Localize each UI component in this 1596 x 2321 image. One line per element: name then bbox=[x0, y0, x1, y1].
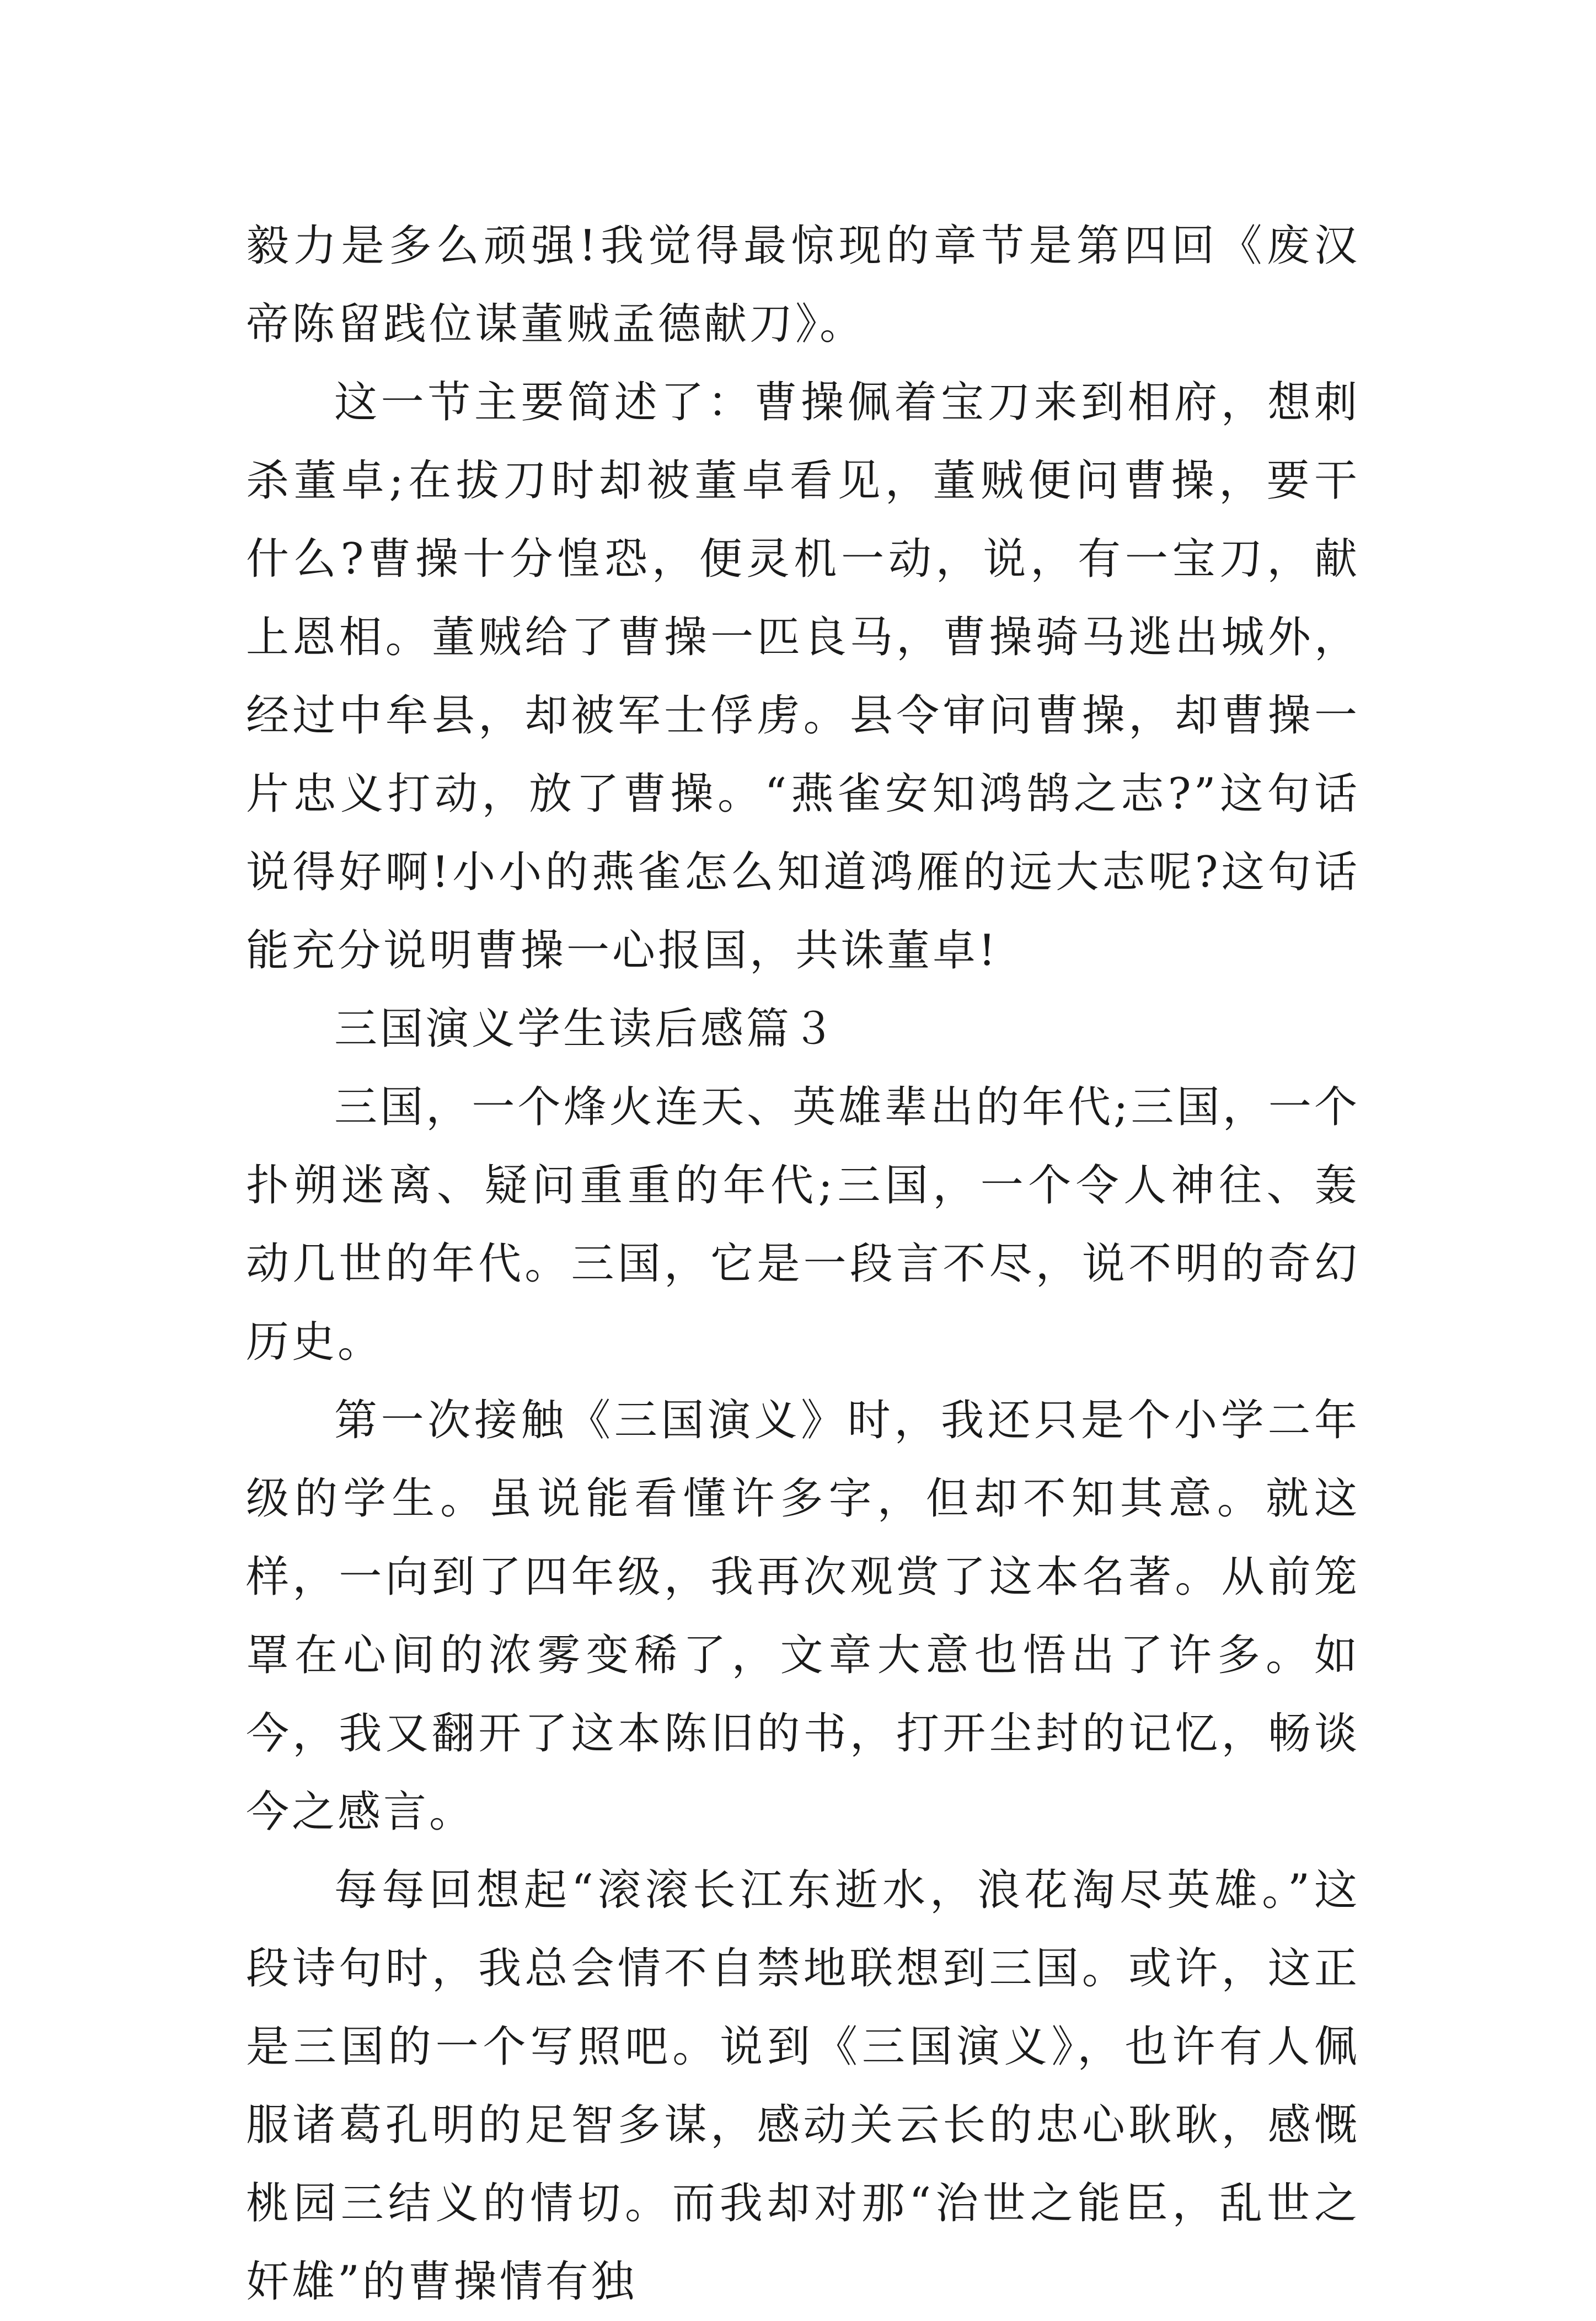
paragraph-5: 每每回想起“滚滚长江东逝水，浪花淘尽英雄。”这段诗句时，我总会情不自禁地联想到三国。或许，这正是三国的一个写照吧。说到《三国演义》，也许有人佩服诸葛孔明的足智多谋，感动关云长的忠心耿耿，感慨桃园三结义的情切。而我却对那“治世之能臣，乱世之奸雄”的曹操情有独 bbox=[246, 1866, 1360, 2307]
paragraph-4: 第一次接触《三国演义》时，我还只是个小学二年级的学生。虽说能看懂许多字，但却不知其意。就这样，一向到了四年级，我再次观赏了这本名著。从前笼罩在心间的浓雾变稀了，文章大意也悟出了许多。如今，我又翻开了这本陈旧的书，打开尘封的记忆，畅谈今之感言。 bbox=[246, 1396, 1360, 1837]
paragraph-2: 这一节主要简述了：曹操佩着宝刀来到相府，想刺杀董卓;在拔刀时却被董卓看见，董贼便问曹操，要干什么?曹操十分惶恐，便灵机一动，说，有一宝刀，献上恩相。董贼给了曹操一匹良马，曹操骑马逃出城外，经过中牟县，却被军士俘虏。县令审问曹操，却曹操一片忠义打动，放了曹操。“燕雀安知鸿鹄之志?”这句话说得好啊!小小的燕雀怎么知道鸿雁的远大志呢?这句话能充分说明曹操一心报国，共诛董卓! bbox=[246, 378, 1360, 975]
paragraph-1: 毅力是多么顽强!我觉得最惊现的章节是第四回《废汉帝陈留践位谋董贼孟德献刀》。 bbox=[246, 221, 1360, 349]
section-heading: 三国演义学生读后感篇３ bbox=[334, 1004, 838, 1054]
document-body bbox=[246, 207, 1360, 2321]
paragraph-3: 三国，一个烽火连天、英雄辈出的年代;三国，一个扑朔迷离、疑问重重的年代;三国，一个令人神往、轰动几世的年代。三国，它是一段言不尽，说不明的奇幻历史。 bbox=[246, 1082, 1360, 1367]
